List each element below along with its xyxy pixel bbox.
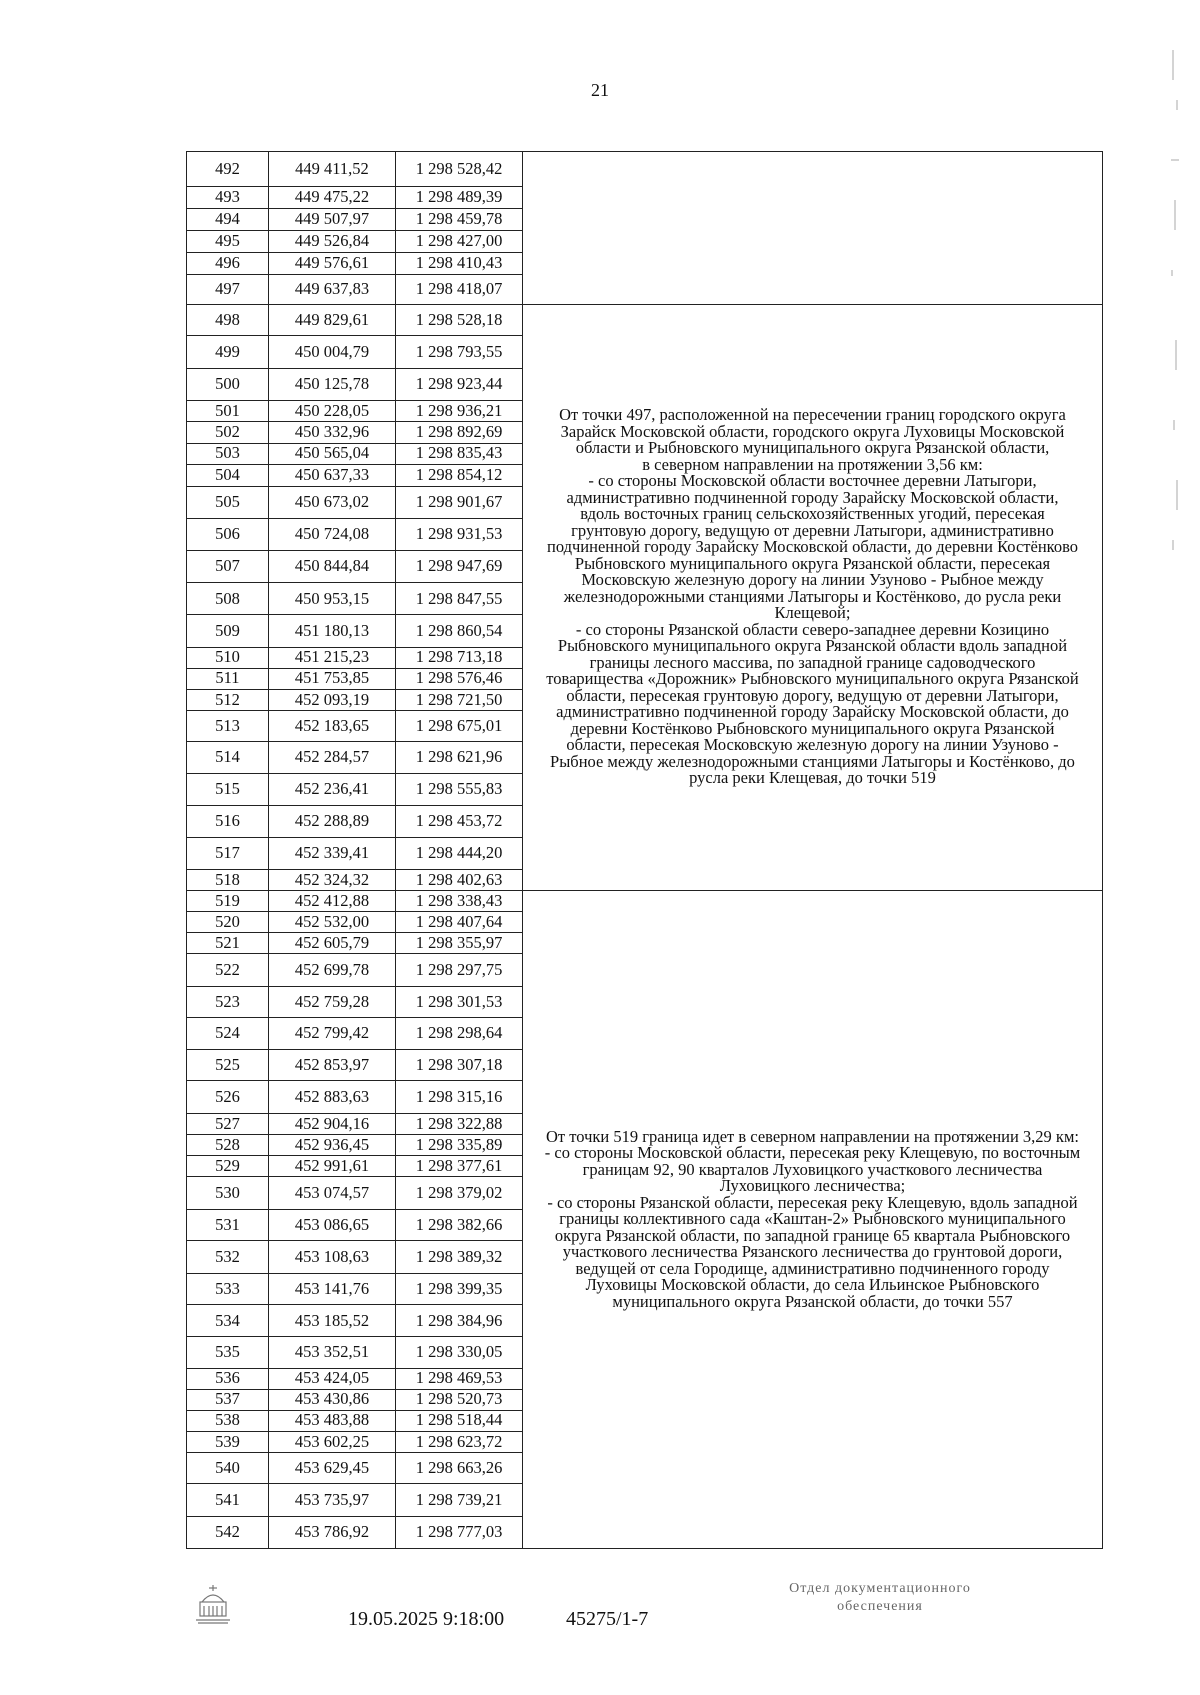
coordinate-x: 449 411,52 (269, 152, 396, 187)
coordinate-y: 1 298 931,53 (396, 519, 523, 551)
point-number: 515 (187, 773, 269, 805)
point-number: 538 (187, 1410, 269, 1431)
coordinate-x: 450 953,15 (269, 583, 396, 615)
coordinate-y: 1 298 389,32 (396, 1241, 523, 1274)
point-number: 517 (187, 838, 269, 870)
coordinate-y: 1 298 384,96 (396, 1305, 523, 1337)
coordinate-x: 452 799,42 (269, 1018, 396, 1050)
coordinate-y: 1 298 623,72 (396, 1431, 523, 1452)
coordinates-table-body (187, 152, 1103, 1549)
stamp-line-2: обеспечения (837, 1599, 923, 1614)
point-number: 522 (187, 953, 269, 986)
point-number: 501 (187, 401, 269, 422)
point-number: 510 (187, 647, 269, 668)
point-number: 493 (187, 186, 269, 208)
coordinate-y: 1 298 555,83 (396, 773, 523, 805)
coordinate-x: 452 412,88 (269, 890, 396, 911)
point-number: 512 (187, 689, 269, 710)
coordinate-y: 1 298 518,44 (396, 1410, 523, 1431)
coordinate-x: 452 532,00 (269, 911, 396, 932)
coordinate-y: 1 298 297,75 (396, 953, 523, 986)
coordinate-x: 452 853,97 (269, 1049, 396, 1081)
coordinate-x: 450 844,84 (269, 550, 396, 583)
coordinate-x: 452 699,78 (269, 953, 396, 986)
coordinate-x: 453 108,63 (269, 1241, 396, 1274)
point-number: 494 (187, 208, 269, 230)
coordinate-x: 452 759,28 (269, 986, 396, 1018)
point-number: 502 (187, 422, 269, 443)
coordinate-y: 1 298 418,07 (396, 275, 523, 304)
point-number: 521 (187, 932, 269, 953)
point-number: 520 (187, 911, 269, 932)
coordinate-x: 453 430,86 (269, 1389, 396, 1410)
coordinate-x: 449 475,22 (269, 186, 396, 208)
coordinates-table (186, 151, 1103, 1549)
coordinate-y: 1 298 489,39 (396, 186, 523, 208)
coordinate-y: 1 298 936,21 (396, 401, 523, 422)
coordinate-x: 450 228,05 (269, 401, 396, 422)
coordinate-x: 452 605,79 (269, 932, 396, 953)
point-number: 541 (187, 1484, 269, 1517)
coordinate-y: 1 298 854,12 (396, 464, 523, 486)
coordinate-y: 1 298 621,96 (396, 742, 523, 774)
point-number: 498 (187, 304, 269, 336)
coordinate-x: 449 576,61 (269, 253, 396, 275)
coordinate-x: 452 284,57 (269, 742, 396, 774)
coordinate-y: 1 298 721,50 (396, 689, 523, 710)
point-number: 524 (187, 1018, 269, 1050)
coordinate-y: 1 298 793,55 (396, 336, 523, 369)
point-number: 532 (187, 1241, 269, 1274)
point-number: 523 (187, 986, 269, 1018)
coordinate-y: 1 298 777,03 (396, 1517, 523, 1549)
coordinate-x: 453 074,57 (269, 1177, 396, 1210)
point-number: 511 (187, 668, 269, 689)
table-row (187, 304, 1103, 336)
stamp-line-1: Отдел документационного (789, 1581, 971, 1596)
coordinate-y: 1 298 528,18 (396, 304, 523, 336)
coordinate-y: 1 298 847,55 (396, 583, 523, 615)
point-number: 506 (187, 519, 269, 551)
point-number: 507 (187, 550, 269, 583)
coordinate-x: 452 093,19 (269, 689, 396, 710)
coordinate-x: 453 629,45 (269, 1452, 396, 1484)
point-number: 499 (187, 336, 269, 369)
coordinate-x: 453 424,05 (269, 1368, 396, 1389)
coordinate-y: 1 298 663,26 (396, 1452, 523, 1484)
coordinate-y: 1 298 399,35 (396, 1273, 523, 1305)
coordinate-y: 1 298 675,01 (396, 710, 523, 742)
coordinate-x: 453 735,97 (269, 1484, 396, 1517)
coordinate-x: 453 086,65 (269, 1209, 396, 1241)
point-number: 516 (187, 805, 269, 838)
coordinate-y: 1 298 739,21 (396, 1484, 523, 1517)
coordinate-y: 1 298 355,97 (396, 932, 523, 953)
coordinate-x: 453 786,92 (269, 1517, 396, 1549)
point-number: 537 (187, 1389, 269, 1410)
coordinate-y: 1 298 444,20 (396, 838, 523, 870)
point-number: 519 (187, 890, 269, 911)
coordinate-y: 1 298 947,69 (396, 550, 523, 583)
coordinate-y: 1 298 322,88 (396, 1113, 523, 1134)
coordinate-y: 1 298 835,43 (396, 443, 523, 464)
point-number: 527 (187, 1113, 269, 1134)
coordinate-x: 450 565,04 (269, 443, 396, 464)
coordinate-x: 453 185,52 (269, 1305, 396, 1337)
point-number: 496 (187, 253, 269, 275)
point-number: 531 (187, 1209, 269, 1241)
coordinate-y: 1 298 923,44 (396, 368, 523, 401)
coordinate-x: 452 236,41 (269, 773, 396, 805)
table-row (187, 890, 1103, 911)
coordinate-x: 453 352,51 (269, 1337, 396, 1369)
point-number: 542 (187, 1517, 269, 1549)
coordinate-y: 1 298 469,53 (396, 1368, 523, 1389)
point-number: 540 (187, 1452, 269, 1484)
boundary-description-text: От точки 497, расположенной на пересечении границ городского округа Зарайск Московской области, городского округа Луховицы Московской области и Рыбновского муниципального округа Рязанской области, в северном направлении на протяжении 3,56 км: - со стороны Московской области восточнее деревни Латыгори, административно подчиненной городу Зарайску Московской области, вдоль восточных границ сельскохозяйственных угодий, пересекая грунтовую дорогу, ведущую от деревни Латыгори, административно подчиненной городу Зарайску Московской области, до деревни Костёнково Рыбновского муниципального округа Рязанской области, пересекая Московскую железную дорогу на линии Узуново - Рыбное между железнодорожными станциями Латыгоры и Костёнково, до русла реки Клещевой; - со стороны Рязанской области северо-западнее деревни Козицино Рыбновского муниципального округа Рязанской области вдоль западной границы лесного массива, по западной границе садоводческого товарищества «Дорожник» Рыбновского муниципального округа Рязанской области, пересекая грунтовую дорогу, ведущую от деревни Латыгори, административно подчиненной городу Зарайску Московской области, до деревни Костёнково Рыбновского муниципального округа Рязанской области, пересекая Московскую железную дорогу на линии Узуново - Рыбное между железнодорожными станциями Латыгоры и Костёнково, до русла реки Клещевая, до точки 519 (546, 405, 1079, 788)
emblem-icon (192, 1582, 234, 1626)
coordinate-x: 452 324,32 (269, 869, 396, 890)
point-number: 530 (187, 1177, 269, 1210)
point-number: 505 (187, 486, 269, 519)
coordinate-y: 1 298 307,18 (396, 1049, 523, 1081)
coordinate-x: 452 288,89 (269, 805, 396, 838)
point-number: 503 (187, 443, 269, 464)
point-number: 536 (187, 1368, 269, 1389)
coordinate-x: 450 125,78 (269, 368, 396, 401)
point-number: 514 (187, 742, 269, 774)
point-number: 495 (187, 230, 269, 252)
coordinate-x: 451 180,13 (269, 615, 396, 648)
point-number: 518 (187, 869, 269, 890)
coordinate-x: 450 004,79 (269, 336, 396, 369)
coordinate-y: 1 298 407,64 (396, 911, 523, 932)
coordinate-y: 1 298 315,16 (396, 1081, 523, 1114)
boundary-description (523, 152, 1103, 305)
page-number: 21 (591, 80, 609, 100)
point-number: 500 (187, 368, 269, 401)
coordinate-x: 449 507,97 (269, 208, 396, 230)
coordinate-y: 1 298 410,43 (396, 253, 523, 275)
coordinate-y: 1 298 459,78 (396, 208, 523, 230)
point-number: 529 (187, 1156, 269, 1177)
point-number: 497 (187, 275, 269, 304)
department-stamp (735, 1580, 1025, 1616)
coordinate-y: 1 298 520,73 (396, 1389, 523, 1410)
coordinate-x: 451 753,85 (269, 668, 396, 689)
coordinate-x: 453 483,88 (269, 1410, 396, 1431)
coordinate-y: 1 298 338,43 (396, 890, 523, 911)
point-number: 526 (187, 1081, 269, 1114)
coordinate-y: 1 298 713,18 (396, 647, 523, 668)
coordinate-x: 452 904,16 (269, 1113, 396, 1134)
boundary-description-text: От точки 519 граница идет в северном направлении на протяжении 3,29 км: - со стороны Московской области, пересекая реку Клещевую, по восточным границам 92, 90 кварталов Луховицкого участкового лесничества Луховицкого лесничества; - со стороны Рязанской области, пересекая реку Клещевую, вдоль западной границы коллективного сада «Каштан-2» Рыбновского муниципального округа Рязанской области, по западной границе 65 квартала Рыбновского участкового лесничества Рязанского лесничества до грунтовой дороги, ведущей от села Городище, административно подчиненного городу Луховицы Московской области, до села Ильинское Рыбновского муниципального округа Рязанской области, до точки 557 (544, 1126, 1081, 1311)
coordinate-x: 450 332,96 (269, 422, 396, 443)
point-number: 528 (187, 1134, 269, 1155)
coordinate-y: 1 298 335,89 (396, 1134, 523, 1155)
coordinate-y: 1 298 427,00 (396, 230, 523, 252)
coordinate-y: 1 298 402,63 (396, 869, 523, 890)
margin-scan-marks (1165, 40, 1185, 560)
point-number: 535 (187, 1337, 269, 1369)
coordinate-x: 452 183,65 (269, 710, 396, 742)
coordinate-y: 1 298 382,66 (396, 1209, 523, 1241)
coordinate-y: 1 298 892,69 (396, 422, 523, 443)
coordinate-x: 449 526,84 (269, 230, 396, 252)
point-number: 509 (187, 615, 269, 648)
point-number: 492 (187, 152, 269, 187)
point-number: 504 (187, 464, 269, 486)
coordinate-x: 452 936,45 (269, 1134, 396, 1155)
coordinate-y: 1 298 901,67 (396, 486, 523, 519)
coordinate-y: 1 298 377,61 (396, 1156, 523, 1177)
coordinate-x: 453 141,76 (269, 1273, 396, 1305)
coordinate-x: 449 829,61 (269, 304, 396, 336)
boundary-description (523, 304, 1103, 890)
point-number: 513 (187, 710, 269, 742)
coordinate-y: 1 298 453,72 (396, 805, 523, 838)
coordinate-x: 450 724,08 (269, 519, 396, 551)
point-number: 539 (187, 1431, 269, 1452)
coordinate-y: 1 298 528,42 (396, 152, 523, 187)
coordinate-y: 1 298 298,64 (396, 1018, 523, 1050)
coordinate-x: 449 637,83 (269, 275, 396, 304)
coordinate-y: 1 298 301,53 (396, 986, 523, 1018)
point-number: 508 (187, 583, 269, 615)
coordinate-y: 1 298 379,02 (396, 1177, 523, 1210)
point-number: 533 (187, 1273, 269, 1305)
coordinate-x: 452 991,61 (269, 1156, 396, 1177)
coordinate-y: 1 298 330,05 (396, 1337, 523, 1369)
coordinate-y: 1 298 576,46 (396, 668, 523, 689)
coordinate-y: 1 298 860,54 (396, 615, 523, 648)
footer-document-id: 45275/1-7 (566, 1608, 649, 1630)
point-number: 534 (187, 1305, 269, 1337)
boundary-description (523, 890, 1103, 1548)
coordinate-x: 452 339,41 (269, 838, 396, 870)
coordinate-x: 453 602,25 (269, 1431, 396, 1452)
table-row (187, 152, 1103, 187)
coordinate-x: 452 883,63 (269, 1081, 396, 1114)
coordinate-x: 450 673,02 (269, 486, 396, 519)
coordinate-x: 450 637,33 (269, 464, 396, 486)
footer-datetime: 19.05.2025 9:18:00 (348, 1608, 505, 1630)
point-number: 525 (187, 1049, 269, 1081)
coordinate-x: 451 215,23 (269, 647, 396, 668)
